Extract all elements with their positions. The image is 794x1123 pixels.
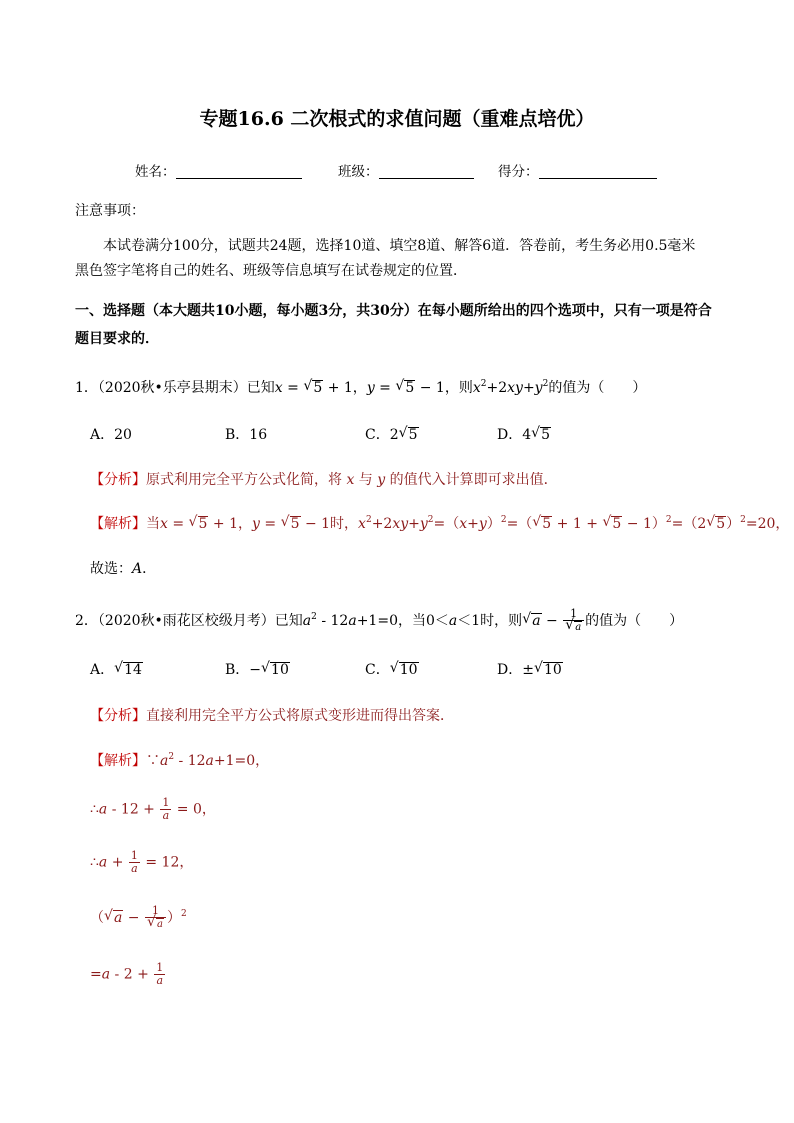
- question-2-solution-step-3: ∴a + $\frac{1}{a}$ = 12，: [90, 849, 194, 875]
- page-title: 专题16.6 二次根式的求值问题（重难点培优）: [199, 108, 595, 130]
- notice-line-2: 黑色签字笔将自己的姓名、班级等信息填写在试卷规定的位置．: [75, 263, 467, 279]
- question-2-solution-step-5: =a - 2 + $\frac{1}{a}$: [90, 961, 164, 987]
- question-1-option-a: A．20: [90, 427, 132, 443]
- question-2-solution-step-2: ∴a - 12 + $\frac{1}{a}$ = 0，: [90, 796, 216, 822]
- class-field-group: [338, 160, 474, 180]
- question-2-option-c: C．√ 10: [365, 659, 419, 679]
- question-1-answer: 故选：A．: [90, 561, 157, 577]
- question-1-analysis: 【分析】原式利用完全平方公式化简，将 x 与 y 的值代入计算即可求出值．: [90, 472, 558, 488]
- name-field-group: [135, 160, 302, 180]
- section-heading-line-1: 一、选择题（本大题共10小题，每小题3分，共30分）在每小题所给出的四个选项中，只有一项是符合: [75, 303, 712, 319]
- notice-line-1: 本试卷满分100分，试题共24题，选择10道、填空8道、解答6道．答卷前，考生务必用0.5毫米: [103, 238, 696, 254]
- question-2-stem: 2．（2020秋•雨花区校级月考）已知$a^2 - 12a+1=0$，当0＜a＜1时，则√ a − 1 √ a 的值为（ ）: [75, 608, 683, 634]
- section-heading-line-2: 题目要求的．: [75, 331, 159, 347]
- question-1-option-d: D．4√ 5: [497, 424, 551, 444]
- class-blank: [379, 164, 474, 179]
- question-1-option-c: C．2√ 5: [365, 424, 419, 444]
- name-blank: [176, 164, 302, 179]
- question-2-solution-step-4: （√ a − 1 √ a ）$^2$: [90, 905, 187, 931]
- question-1-option-b: B．16: [225, 427, 268, 443]
- question-1-solution: 【解析】当x = √ 5 + 1，y = √ 5 − 1时，$x^2+2xy+y^2=(x+y)^2=(√$ 5 + 1 + √ 5 − 1）$^2$=（2√ 5）$^2$=20，: [90, 513, 789, 533]
- score-blank: [539, 164, 657, 179]
- question-1-stem: 1．（2020秋•乐亭县期末）已知x = √ 5 + 1，y = √ 5 − 1，则$x^2+2xy+y^2$的值为（ ）: [75, 377, 646, 397]
- question-2-option-b: B．−√ 10: [225, 659, 290, 679]
- class-label: 班级：: [338, 164, 379, 180]
- notice-heading: 注意事项：: [75, 203, 145, 219]
- question-2-option-a: A．√ 14: [90, 659, 143, 679]
- question-2-analysis: 【分析】直接利用完全平方公式将原式变形进而得出答案．: [90, 708, 454, 724]
- question-2-solution-step-1: 【解析】$\because a^2 - 12a+1=0$，: [90, 752, 270, 769]
- score-label: 得分：: [498, 164, 539, 180]
- question-2-option-d: D．±√ 10: [497, 659, 563, 679]
- name-label: 姓名：: [135, 164, 176, 180]
- score-field-group: [498, 160, 657, 180]
